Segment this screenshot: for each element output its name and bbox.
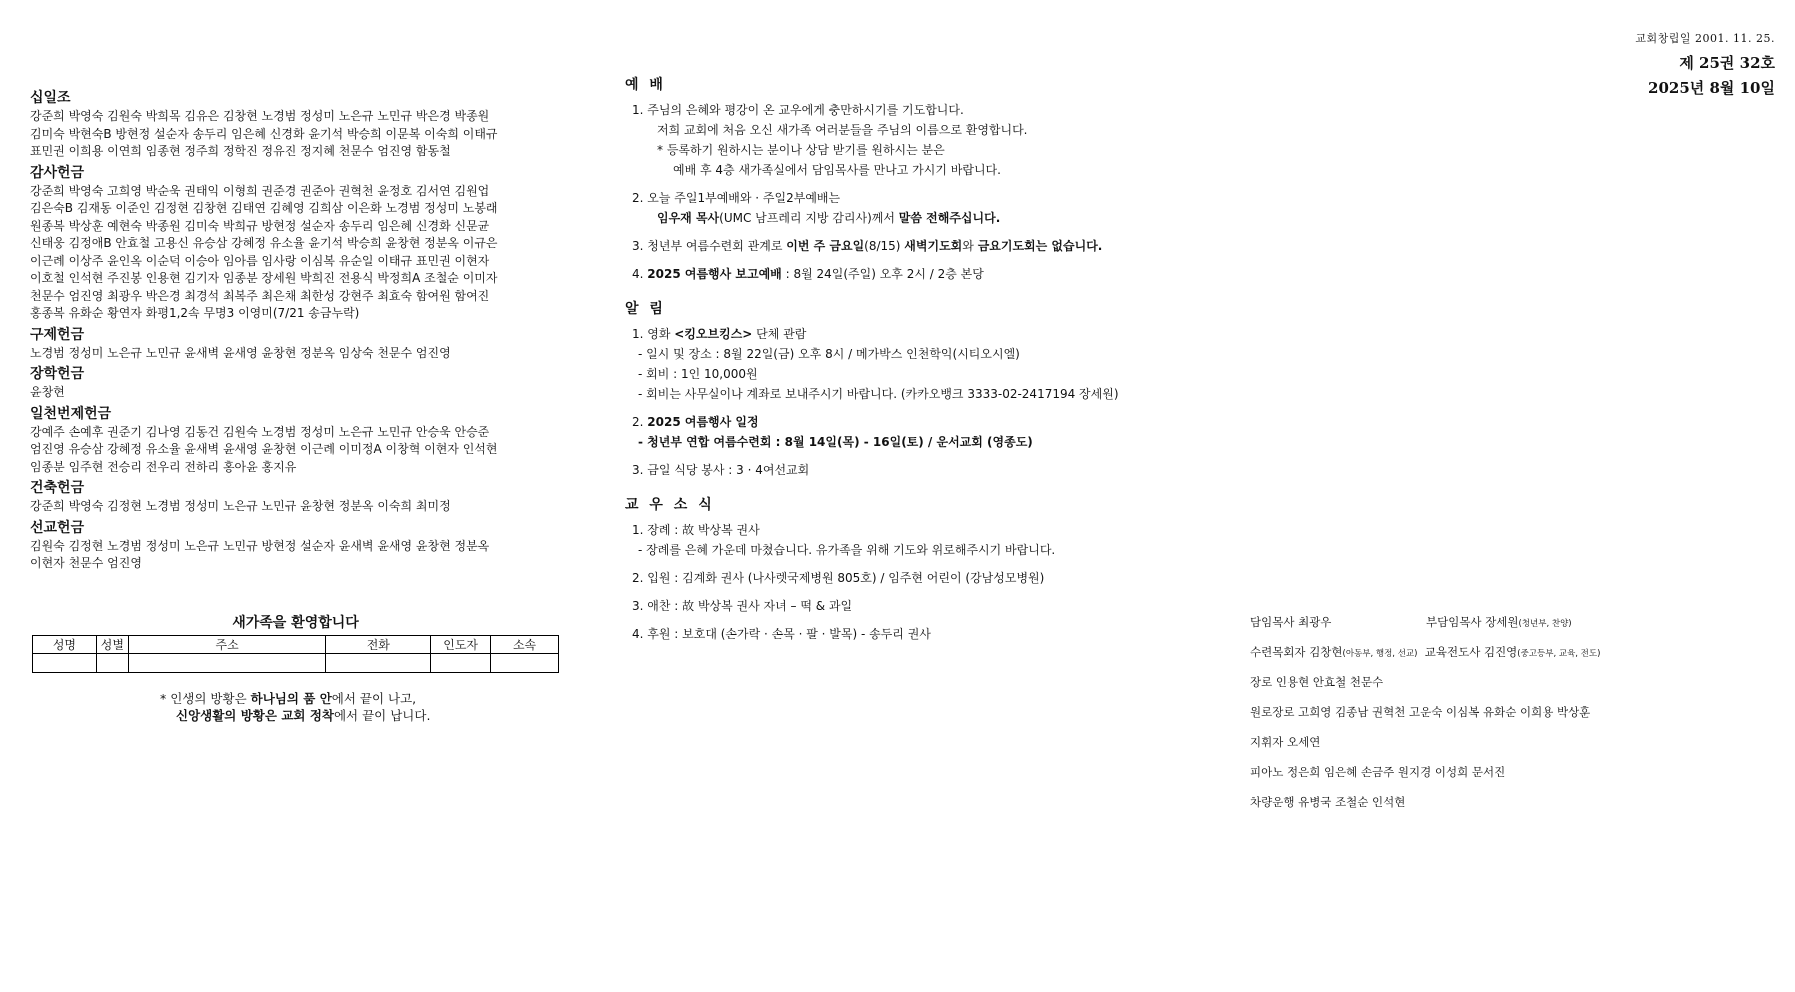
column-header: 전화 xyxy=(326,636,431,654)
offering-names-line: 김미숙 박현숙B 방현정 설순자 송두리 임은혜 신경화 윤기석 박승희 이문복 이숙희 이태규 xyxy=(30,126,498,141)
worship-item-2: 2. 오늘 주일1부예배와 · 주일2부예배는 xyxy=(632,191,841,205)
news-section-title: 교 우 소 식 xyxy=(625,497,715,513)
retired-elders: 원로장로 고희영 김종남 권혁천 고운숙 이심복 유화순 이희용 박상훈 xyxy=(1250,705,1591,719)
offering-names-line: 김은숙B 김재동 이준인 김정현 김창현 김태연 김혜영 김희삼 이은화 노경범 정성미 노봉래 xyxy=(30,201,498,215)
elders: 장로 인용현 안효철 천문수 xyxy=(1250,675,1384,689)
column-header: 성별 xyxy=(96,636,128,654)
offering-names-line: 이현자 천문수 엄진영 xyxy=(30,556,142,570)
offering-names-line: 이호철 인석현 주진봉 인용현 김기자 임종분 장세원 박희진 전용식 박정희A 조철순 이미자 xyxy=(30,271,498,285)
worship-item-2-line-2: 임우재 목사(UMC 남프레리 지방 감리사)께서 말씀 전해주십니다. xyxy=(657,211,1001,225)
phone-cell[interactable] xyxy=(326,654,431,673)
notice-section-title: 알 림 xyxy=(625,301,666,317)
worship-item-1-line-2: 저희 교회에 처음 오신 새가족 여러분들을 주님의 이름으로 환영합니다. xyxy=(657,123,1028,137)
offering-title: 일천번제헌금 xyxy=(30,405,112,422)
associate-pastor-note: (청년부, 찬양) xyxy=(1518,619,1572,629)
news-item-1: 1. 장례 : 故 박상복 권사 xyxy=(632,523,760,537)
column-header: 소속 xyxy=(491,636,559,654)
news-item-3: 3. 애찬 : 故 박상복 권사 자녀 – 떡 & 과일 xyxy=(632,599,853,613)
offering-names-line: 윤창현 xyxy=(30,385,65,399)
offering-names-line: 강준희 박영숙 김정현 노경범 정성미 노은규 노민규 윤창현 정분옥 이숙희 최미정 xyxy=(30,499,451,513)
offering-names-line: 천문수 엄진영 최광우 박은경 최경석 최복주 최은채 최한성 강현주 최효숙 함여원 함여진 xyxy=(30,288,490,303)
associate-pastor: 부담임목사 장세원 xyxy=(1426,615,1519,629)
bulletin-date: 2025년 8월 10일 xyxy=(1648,79,1775,97)
worship-section-title: 예 배 xyxy=(625,77,666,93)
offering-title: 감사헌금 xyxy=(30,164,85,181)
offering-names-line: 홍종복 유화순 황연자 화평1,2속 무명3 이영미(7/21 송금누락) xyxy=(30,306,360,320)
education-evangelist: 교육전도사 김진영 xyxy=(1424,645,1518,659)
gender-cell[interactable] xyxy=(96,654,128,673)
worship-item-4: 4. 2025 여름행사 보고예배 : 8월 24일(주일) 오후 2시 / 2층 본당 xyxy=(632,267,984,281)
offering-names-line: 이근례 이상주 윤인옥 이순덕 이승아 임아름 임사랑 이심복 유순일 이태규 표민권 이현자 xyxy=(30,253,490,268)
worship-item-3: 3. 청년부 여름수련회 관계로 이번 주 금요일(8/15) 새벽기도회와 금요기도회는 없습니다. xyxy=(632,239,1103,253)
offering-title: 선교헌금 xyxy=(30,519,85,536)
offering-names-line: 신태웅 김정애B 안효철 고용신 유승삼 강혜정 유소율 윤기석 박승희 윤창현 정분옥 이규은 xyxy=(30,236,498,250)
column-header: 인도자 xyxy=(431,636,491,654)
education-evangelist-note: (중고등부, 교육, 전도) xyxy=(1517,649,1601,659)
motto-line-1: * 인생의 방황은 하나님의 품 안에서 끝이 나고, xyxy=(160,691,417,706)
notice-item-2-sub: - 청년부 연합 여름수련회 : 8월 14일(목) - 16일(토) / 운서교회 (영종도) xyxy=(638,435,1033,449)
offering-title: 십일조 xyxy=(30,90,71,106)
pianists: 피아노 정은희 임은혜 손금주 원지경 이성희 문서진 xyxy=(1250,765,1506,779)
notice-item-1-sub-1: - 일시 및 장소 : 8월 22일(금) 오후 8시 / 메가박스 인천학익(시티오시엘) xyxy=(638,347,1020,361)
offering-names-line: 강준희 박영숙 고희영 박순욱 권태익 이형희 권준경 권준아 권혁천 윤정호 김서연 김원업 xyxy=(30,183,490,198)
motto xyxy=(160,690,430,724)
worship-item-1-line-4: 예배 후 4층 새가족실에서 담임목사를 만나고 가시기 바랍니다. xyxy=(673,163,1001,177)
worship-item-1-line-3: * 등록하기 원하시는 분이나 상담 받기를 원하시는 분은 xyxy=(657,143,945,157)
offering-names-line: 강준희 박영숙 김원숙 박희목 김유은 김창현 노경범 정성미 노은규 노민규 박은경 박종원 xyxy=(30,109,490,123)
column-header: 주소 xyxy=(128,636,326,654)
offering-names-line: 엄진영 유승삼 강혜정 유소율 윤새벽 윤새영 윤창현 이근례 이미정A 이창혁 이현자 인석현 xyxy=(30,442,498,456)
offering-names-line: 원종복 박상훈 예현숙 박종원 김미숙 박희규 방현정 설순자 송두리 임은혜 신경화 신문균 xyxy=(30,218,490,233)
new-family-table xyxy=(32,612,559,673)
worship-item-1: 1. 주님의 은혜와 평강이 온 교우에게 충만하시기를 기도합니다. xyxy=(632,103,964,117)
staff-row-pastors xyxy=(1250,614,1750,644)
offering-names-line: 강예주 손예후 권준기 김나영 김동건 김원숙 노경범 정성미 노은규 노민규 안승욱 안승준 xyxy=(30,424,490,439)
notice-item-2: 2. 2025 여름행사 일정 xyxy=(632,415,759,429)
offering-names-line: 김원숙 김정현 노경범 정성미 노은규 노민규 방현정 설순자 윤새벽 윤새영 윤창현 정분옥 xyxy=(30,538,490,553)
new-family-form xyxy=(32,635,559,673)
notice-item-1: 1. 영화 <킹오브킹스> 단체 관람 xyxy=(632,327,807,341)
announcements xyxy=(625,74,1185,644)
bulletin-header xyxy=(1635,30,1775,98)
notice-item-1-sub-3: - 회비는 사무실이나 계좌로 보내주시기 바랍니다. (카카오뱅크 3333-02-2417194 장세원) xyxy=(638,387,1119,401)
news-item-1-sub: - 장례를 은혜 가운데 마쳤습니다. 유가족을 위해 기도와 위로해주시기 바랍니다. xyxy=(638,543,1056,557)
offerings-list xyxy=(30,86,570,573)
senior-pastor: 담임목사 최광우 xyxy=(1250,615,1332,629)
news-item-2: 2. 입원 : 김계화 권사 (나사렛국제병원 805호) / 임주현 어린이 (강남성모병원) xyxy=(632,571,1045,585)
founding-date: 교회창립일 2001. 11. 25. xyxy=(1635,32,1775,45)
new-family-title: 새가족을 환영합니다 xyxy=(232,615,359,631)
assistant-pastor: 수련목회자 김창현 xyxy=(1250,645,1343,659)
guide-cell[interactable] xyxy=(431,654,491,673)
offering-names-line: 노경범 정성미 노은규 노민규 윤새벽 윤새영 윤창현 정분옥 임상숙 천문수 엄진영 xyxy=(30,345,451,360)
address-cell[interactable] xyxy=(128,654,326,673)
offering-title: 장학헌금 xyxy=(30,366,85,382)
notice-item-3: 3. 금일 식당 봉사 : 3 · 4여선교회 xyxy=(632,463,810,477)
affiliation-cell[interactable] xyxy=(491,654,559,673)
notice-item-1-sub-2: - 회비 : 1인 10,000원 xyxy=(638,367,758,381)
name-cell[interactable] xyxy=(33,654,97,673)
conductor: 지휘자 오세연 xyxy=(1250,735,1321,749)
offering-title: 건축헌금 xyxy=(30,480,85,496)
staff-row-assistants xyxy=(1250,644,1750,674)
staff-list xyxy=(1250,614,1750,824)
offering-title: 구제헌금 xyxy=(30,326,85,343)
assistant-pastor-note: (아동부, 행정, 선교) xyxy=(1342,649,1418,659)
motto-line-2: 신앙생활의 방황은 교회 정착에서 끝이 납니다. xyxy=(176,708,431,723)
column-header: 성명 xyxy=(33,636,97,654)
offering-names-line: 표민권 이희용 이연희 임종현 정주희 정학진 정유진 정지혜 천문수 엄진영 함동철 xyxy=(30,144,451,158)
volume-number: 제 25권 32호 xyxy=(1679,54,1775,72)
drivers: 차량운행 유병국 조철순 인석현 xyxy=(1250,795,1406,809)
news-item-4: 4. 후원 : 보호대 (손가락 · 손목 · 팔 · 발목) - 송두리 권사 xyxy=(632,627,931,641)
offering-names-line: 임종분 임주현 전승리 전우리 전하리 홍아윤 홍지유 xyxy=(30,459,297,474)
